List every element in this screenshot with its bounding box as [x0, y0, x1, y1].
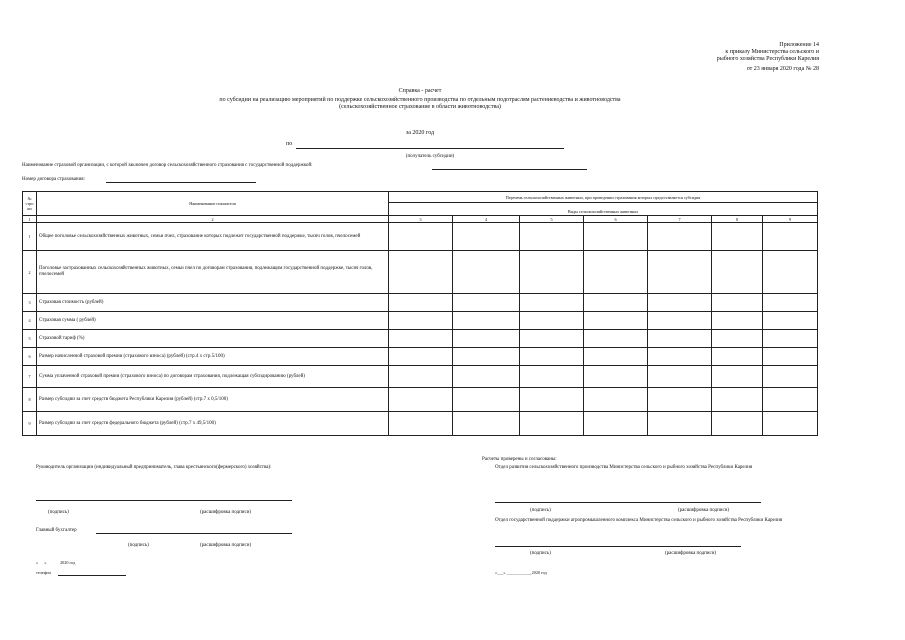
- accountant-decoding-caption: (расшифровка подписи): [200, 543, 252, 548]
- left-date-line: « » 2020 год: [36, 560, 76, 565]
- value-cell[interactable]: [389, 388, 453, 412]
- value-cell[interactable]: [389, 312, 453, 330]
- row-number: 5: [23, 330, 37, 348]
- row-indicator-name: Общее поголовье сельскохозяйственных животных, семьи пчел, страхование которых подлежит государственной поддержке, тысяч голов, пчелосемей: [37, 223, 389, 251]
- col-number: 2: [37, 216, 389, 223]
- value-cell[interactable]: [648, 348, 712, 366]
- value-cell[interactable]: [520, 223, 584, 251]
- head-label: Руководитель организации (индивидуальный предприниматель, глава крестьянского(фермерского) хозяйства):: [36, 465, 272, 470]
- col-number: 3: [389, 216, 453, 223]
- dept2-label: Отдел государственной поддержки агропромышленного комплекса Министерства сельского и рыбного хозяйства Республики Карелия: [495, 518, 783, 523]
- value-cell[interactable]: [712, 412, 763, 436]
- value-cell[interactable]: [763, 251, 818, 294]
- value-cell[interactable]: [648, 366, 712, 388]
- document-title: [100, 88, 740, 111]
- value-cell[interactable]: [584, 388, 648, 412]
- recipient-prefix: по: [286, 141, 293, 147]
- row-number: 7: [23, 366, 37, 388]
- value-cell[interactable]: [648, 223, 712, 251]
- value-cell[interactable]: [712, 388, 763, 412]
- value-cell[interactable]: [648, 312, 712, 330]
- value-cell[interactable]: [712, 223, 763, 251]
- row-indicator-name: Размер начисленной страховой премии (страхового взноса) (рублей) (стр.4 х стр.5/100): [37, 348, 389, 366]
- row-number: 2: [23, 251, 37, 294]
- contract-label: Номер договора страхования:: [22, 177, 85, 182]
- value-cell[interactable]: [520, 388, 584, 412]
- table-row: [23, 330, 818, 348]
- group-header: Перечень сельскохозяйственных животных, при проведении страхования которых предоставляется субсидия: [389, 192, 818, 203]
- value-cell[interactable]: [712, 348, 763, 366]
- value-cell[interactable]: [389, 251, 453, 294]
- value-cell[interactable]: [763, 412, 818, 436]
- value-cell[interactable]: [453, 348, 520, 366]
- row-indicator-name: Сумма уплаченной страховой премии (страхового взноса) по договорам страхования, подлежащая субсидированию (рублей): [37, 366, 389, 388]
- value-cell[interactable]: [584, 223, 648, 251]
- table-row: [23, 348, 818, 366]
- value-cell[interactable]: [584, 294, 648, 312]
- value-cell[interactable]: [584, 330, 648, 348]
- recipient-caption: (получатель субсидии): [405, 154, 455, 159]
- value-cell[interactable]: [712, 251, 763, 294]
- value-cell[interactable]: [584, 366, 648, 388]
- value-cell[interactable]: [520, 366, 584, 388]
- col-number: 6: [584, 216, 648, 223]
- value-cell[interactable]: [763, 330, 818, 348]
- value-cell[interactable]: [763, 348, 818, 366]
- head-signature-caption: (подпись): [48, 510, 69, 515]
- subgroup-header: Виды сельскохозяйственных животных: [389, 209, 818, 216]
- value-cell[interactable]: [648, 412, 712, 436]
- col-number: 9: [763, 216, 818, 223]
- appendix-header: [559, 42, 819, 73]
- appendix-line3: рыбного хозяйства Республики Карелия: [716, 56, 819, 62]
- value-cell[interactable]: [763, 223, 818, 251]
- phone-label: телефон: [36, 570, 51, 575]
- row-indicator-name: Размер субсидии за счет средств бюджета Республики Карелия (рублей) (стр.7 х 0,5/100): [37, 388, 389, 412]
- insurer-label: Наименование страховой организации, с которой заключен договор сельскохозяйственного страхования с государственной поддержкой:: [22, 163, 313, 168]
- value-cell[interactable]: [520, 412, 584, 436]
- head-decoding-caption: (расшифровка подписи): [200, 510, 252, 515]
- recipient-field[interactable]: [296, 148, 564, 149]
- accountant-signature-field[interactable]: [96, 533, 292, 534]
- title-line3: (сельскохозяйственное страхование в области животноводства): [339, 104, 501, 110]
- value-cell[interactable]: [712, 294, 763, 312]
- value-cell[interactable]: [389, 348, 453, 366]
- accountant-label: Главный бухгалтер: [36, 528, 77, 533]
- row-number: 8: [23, 388, 37, 412]
- appendix-line4: от 23 января 2020 года № 28: [746, 66, 819, 72]
- contract-field[interactable]: [106, 182, 256, 183]
- table-row: [23, 223, 818, 251]
- row-indicator-name: Страховая сумма ( рублей): [37, 312, 389, 330]
- value-cell[interactable]: [763, 366, 818, 388]
- dept1-decoding-caption: (расшифровка подписи): [678, 508, 730, 513]
- table-row: [23, 412, 818, 436]
- value-cell[interactable]: [453, 412, 520, 436]
- table-row: [23, 294, 818, 312]
- value-cell[interactable]: [648, 330, 712, 348]
- value-cell[interactable]: [453, 312, 520, 330]
- value-cell[interactable]: [584, 251, 648, 294]
- value-cell[interactable]: [520, 312, 584, 330]
- value-cell[interactable]: [763, 294, 818, 312]
- value-cell[interactable]: [520, 251, 584, 294]
- appendix-line2: к приказу Министерства сельского и: [725, 49, 819, 55]
- col-name-header: Наименование показателя: [37, 192, 389, 216]
- col-number: 4: [453, 216, 520, 223]
- value-cell[interactable]: [389, 412, 453, 436]
- table-row: [23, 312, 818, 330]
- col-numbers-row: [23, 216, 818, 223]
- value-cell[interactable]: [389, 330, 453, 348]
- row-indicator-name: Страховой тариф (%): [37, 330, 389, 348]
- value-cell[interactable]: [453, 366, 520, 388]
- value-cell[interactable]: [712, 366, 763, 388]
- value-cell[interactable]: [763, 312, 818, 330]
- col-number: 8: [712, 216, 763, 223]
- accountant-signature-caption: (подпись): [128, 543, 149, 548]
- row-number: 9: [23, 412, 37, 436]
- dept1-signature-caption: (подпись): [530, 508, 551, 513]
- phone-field[interactable]: [58, 575, 126, 576]
- value-cell[interactable]: [389, 223, 453, 251]
- value-cell[interactable]: [648, 294, 712, 312]
- col-number: 5: [520, 216, 584, 223]
- value-cell[interactable]: [389, 294, 453, 312]
- appendix-line1: Приложение 14: [779, 42, 819, 48]
- value-cell[interactable]: [453, 330, 520, 348]
- value-cell[interactable]: [389, 366, 453, 388]
- calculation-table: [22, 191, 818, 436]
- value-cell[interactable]: [648, 251, 712, 294]
- year-label: за 2020 год: [405, 130, 435, 136]
- row-indicator-name: Страховая стоимость (рублей): [37, 294, 389, 312]
- value-cell[interactable]: [520, 330, 584, 348]
- value-cell[interactable]: [453, 251, 520, 294]
- row-number: 6: [23, 348, 37, 366]
- insurer-field[interactable]: [432, 169, 587, 170]
- row-indicator-name: Размер субсидии за счет средств федерального бюджета (рублей) (стр.7 х 49,5/100): [37, 412, 389, 436]
- table-row: [23, 251, 818, 294]
- right-date-line: «___» ____________2020 год: [495, 570, 547, 575]
- dept1-signature-field[interactable]: [495, 502, 761, 503]
- checked-label: Расчеты проверены и согласованы:: [482, 457, 557, 462]
- table-row: [23, 388, 818, 412]
- col-number: 1: [23, 216, 37, 223]
- value-cell[interactable]: [648, 388, 712, 412]
- row-number: 4: [23, 312, 37, 330]
- table-header-row: [23, 192, 818, 203]
- value-cell[interactable]: [453, 388, 520, 412]
- value-cell[interactable]: [712, 312, 763, 330]
- value-cell[interactable]: [453, 294, 520, 312]
- col-number: 7: [648, 216, 712, 223]
- dept1-label: Отдел развития сельскохозяйственного производства Министерства сельского и рыбного хозяйства Республики Карелия: [495, 465, 753, 470]
- value-cell[interactable]: [520, 348, 584, 366]
- row-indicator-name: Поголовье застрахованных сельскохозяйственных животных, семьи пчел по договорам страхования, подлежащим государственной поддержке, тысяч голов, пчелосемей: [37, 251, 389, 294]
- title-line1: Справка - расчет: [398, 88, 442, 94]
- value-cell[interactable]: [584, 312, 648, 330]
- value-cell[interactable]: [584, 412, 648, 436]
- dept2-signature-caption: (подпись): [530, 551, 551, 556]
- head-signature-field[interactable]: [36, 500, 292, 501]
- dept2-signature-field[interactable]: [495, 546, 741, 547]
- value-cell[interactable]: [453, 223, 520, 251]
- row-number: 3: [23, 294, 37, 312]
- value-cell[interactable]: [520, 294, 584, 312]
- value-cell[interactable]: [763, 388, 818, 412]
- row-number: 1: [23, 223, 37, 251]
- col-num-header: № стро ки: [23, 192, 37, 216]
- value-cell[interactable]: [712, 330, 763, 348]
- title-line2: по субсидии на реализацию мероприятий по поддержке сельскохозяйственного производства по отдельным подотраслям растениеводства и животноводства: [219, 97, 621, 103]
- value-cell[interactable]: [584, 348, 648, 366]
- table-row: [23, 366, 818, 388]
- dept2-decoding-caption: (расшифровка подписи): [665, 551, 717, 556]
